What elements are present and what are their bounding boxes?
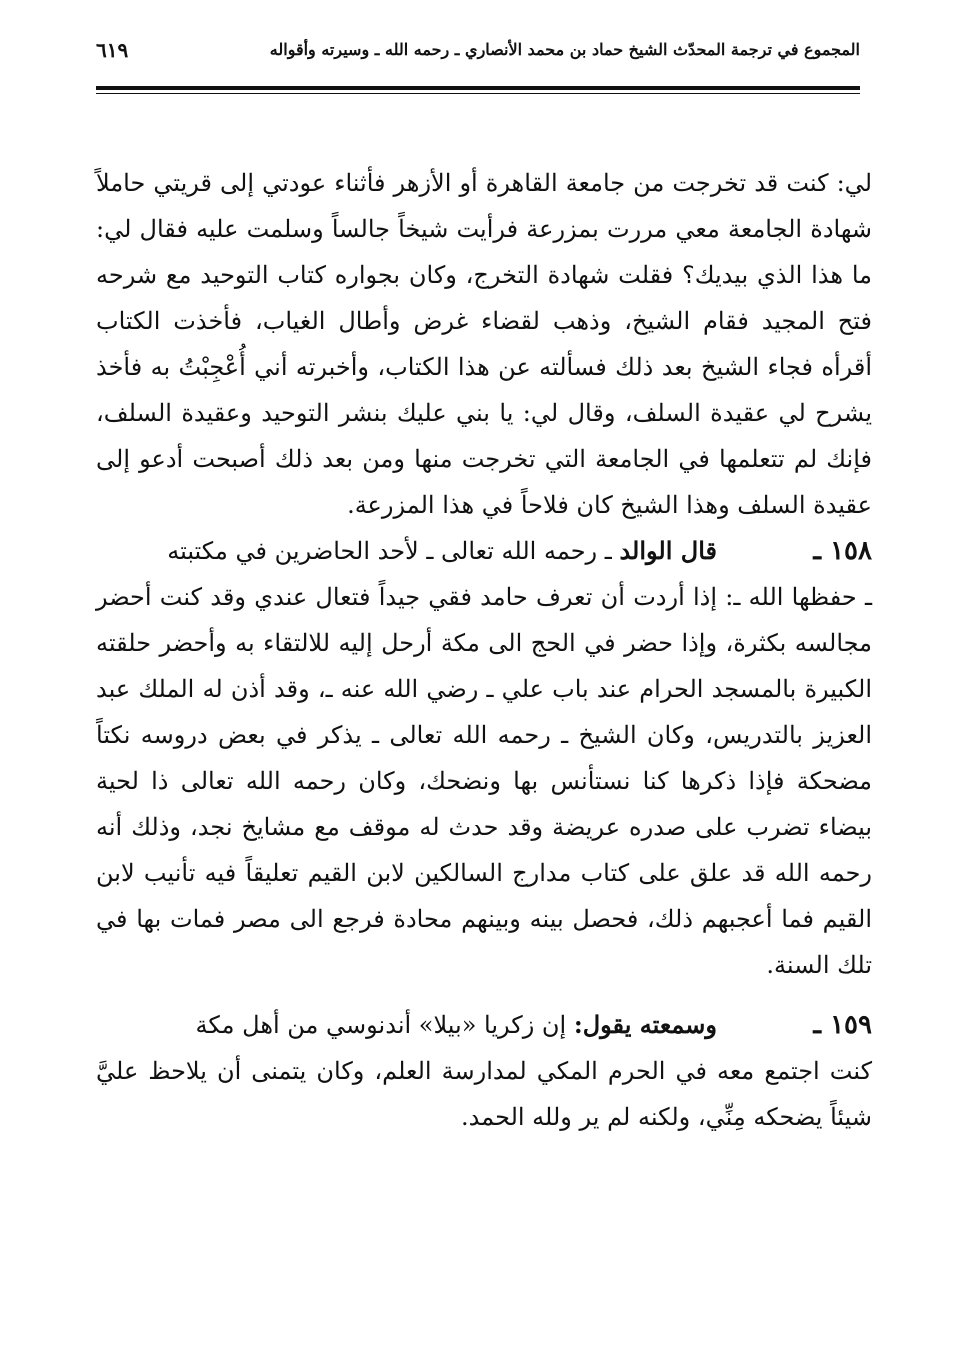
entry-159-heading — [96, 1002, 872, 1048]
entry-158-number: ١٥٨ ـ — [813, 536, 872, 566]
header-title: المجموع في ترجمة المحدّث الشيخ حماد بن محمد الأنصاري ـ رحمه الله ـ وسيرته وأقواله — [269, 40, 860, 59]
entry-158 — [96, 528, 872, 988]
entry-159-label: وسمعته يقول: — [573, 1010, 717, 1039]
entry-158-label: قال الوالد — [619, 536, 717, 565]
entry-158-heading-text: ـ رحمه الله تعالى ـ لأحد الحاضرين في مكتبته — [167, 537, 612, 565]
body-text — [96, 160, 872, 1140]
entry-159-number: ١٥٩ ـ — [813, 1010, 872, 1040]
entry-159-heading-text: إن زكريا «بيلا» أندنوسي من أهل مكة — [195, 1011, 567, 1039]
entry-158-heading — [96, 528, 872, 574]
entry-159-text: كنت اجتمع معه في الحرم المكي لمدارسة العلم، وكان يتمنى أن يلاحظ عليَّ شيئاً يضحكه مِنِّي، ولكنه لم ير ولله الحمد. — [96, 1057, 872, 1131]
page-number: ٦١٩ — [96, 38, 129, 62]
entry-159 — [96, 1002, 872, 1140]
header-rule-thin — [96, 93, 860, 94]
running-header — [96, 38, 860, 78]
intro-paragraph: لي: كنت قد تخرجت من جامعة القاهرة أو الأزهر فأثناء عودتي إلى قريتي حاملاً شهادة الجامعة معي مررت بمزرعة فرأيت شيخاً جالساً وسلمت عليه فقال لي: ما هذا الذي بيديك؟ فقلت شهادة التخرج، وكان بجواره كتاب التوحيد مع شرحه فتح المجيد فقام الشيخ، وذهب لقضاء غرض وأطال الغياب، فأخذت الكتاب أقرأه فجاء الشيخ بعد ذلك فسألته عن هذا الكتاب، وأخبرته أني أُعْجِبْتُ به فأخذ يشرح لي عقيدة السلف، وقال لي: يا بني عليك بنشر التوحيد وعقيدة السلف، فإنك لم تتعلمها في الجامعة التي تخرجت منها ومن بعد ذلك أصبحت أدعو إلى عقيدة السلف وهذا الشيخ كان فلاحاً في هذا المزرعة. — [96, 169, 872, 519]
entry-158-text: ـ حفظها الله ـ: إذا أردت أن تعرف حامد فقي جيداً فتعال عندي وقد كنت أحضر مجالسه بكثرة، وإذا حضر في الحج الى مكة أرحل إليه للالتقاء به وأحضر حلقته الكبيرة بالمسجد الحرام عند باب علي ـ رضي الله عنه ـ، وقد أذن له الملك عبد العزيز بالتدريس، وكان الشيخ ـ رحمه الله تعالى ـ يذكر في بعض دروسه نكتاً مضحكة فإذا ذكرها كنا نستأنس بها ونضحك، وكان رحمه الله تعالى ذا لحية بيضاء تضرب على صدره عريضة وقد حدث له موقف مع مشايخ نجد، وذلك أنه رحمه الله قد علق على كتاب مدارج السالكين لابن القيم تعليقاً فيه تأنيب لابن القيم فما أعجبهم ذلك، فحصل بينه وبينهم محادة فرجع الى مصر فمات بها في تلك السنة. — [96, 583, 872, 979]
header-rule-thick — [96, 86, 860, 90]
